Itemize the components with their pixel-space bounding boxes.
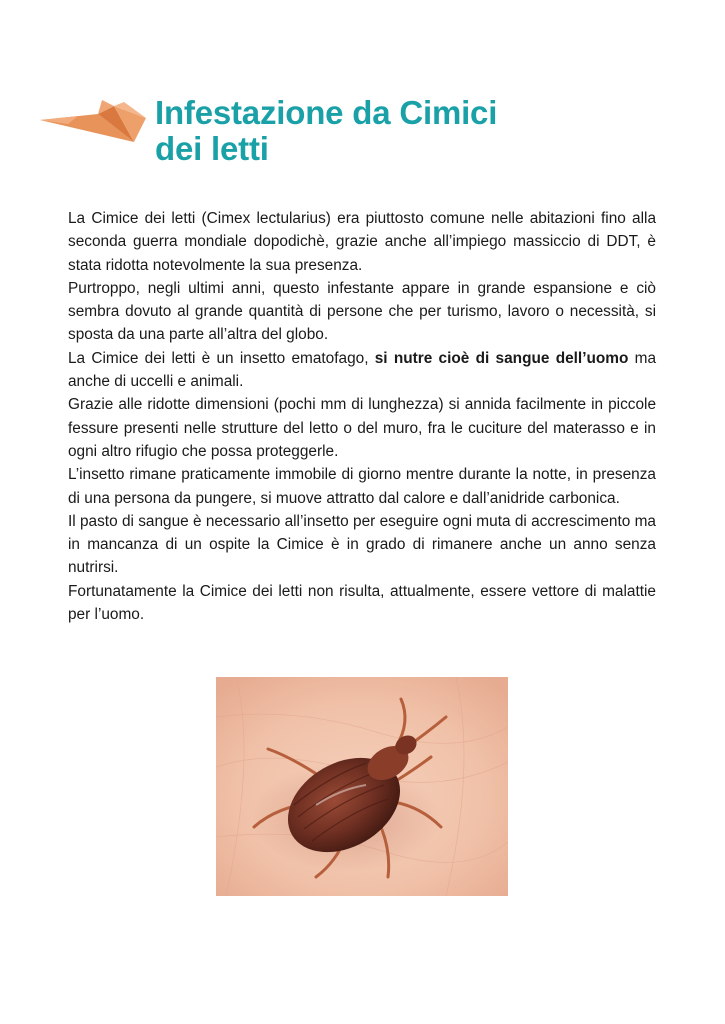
- title-line-1: Infestazione da Cimici: [155, 94, 498, 131]
- paragraph-7: Fortunatamente la Cimice dei letti non risulta, attualmente, essere vettore di malattie per l’uomo.: [68, 582, 656, 624]
- paragraph-3-emphasis: si nutre cioè di sangue dell’uomo: [374, 349, 629, 367]
- title-line-2: dei letti: [155, 130, 269, 167]
- paragraph-5: L’insetto rimane praticamente immobile di giorno mentre durante la notte, in presenza di una persona da pungere, si muove attratto dal calore e dall’anidride carbonica.: [68, 466, 656, 507]
- article-body: [68, 207, 656, 626]
- origami-bird-icon: [38, 98, 148, 150]
- paragraph-3-lead: La Cimice dei letti è un insetto ematofago,: [68, 349, 375, 367]
- paragraph-6: Il pasto di sangue è necessario all’insetto per eseguire ogni muta di accrescimento ma in mancanza di un ospite la Cimice è in grado di rimanere anche un anno senza nutrirsi.: [68, 512, 656, 577]
- paragraph-3: [68, 347, 656, 394]
- bed-bug-photo: [216, 677, 508, 896]
- paragraph-2: Purtroppo, negli ultimi anni, questo infestante appare in grande espansione e ciò sembra dovuto al grande quantità di persone che per turismo, lavoro o necessità, si sposta da una parte all’altra del globo.: [68, 279, 656, 344]
- paragraph-1: La Cimice dei letti (Cimex lectularius) era piuttosto comune nelle abitazioni fino alla seconda guerra mondiale dopodichè, grazie anche all’impiego massiccio di DDT, è stata ridotta notevolmente la sua presenza.: [68, 210, 656, 274]
- page-title: [155, 95, 497, 167]
- paragraph-3-tail: ma anche di uccelli e animali.: [68, 349, 657, 391]
- paragraph-4: Grazie alle ridotte dimensioni (pochi mm di lunghezza) si annida facilmente in piccole fessure presenti nelle strutture del letto o del muro, fra le cuciture del materasso e in ogni altro rifugio che possa proteggerle.: [68, 396, 656, 460]
